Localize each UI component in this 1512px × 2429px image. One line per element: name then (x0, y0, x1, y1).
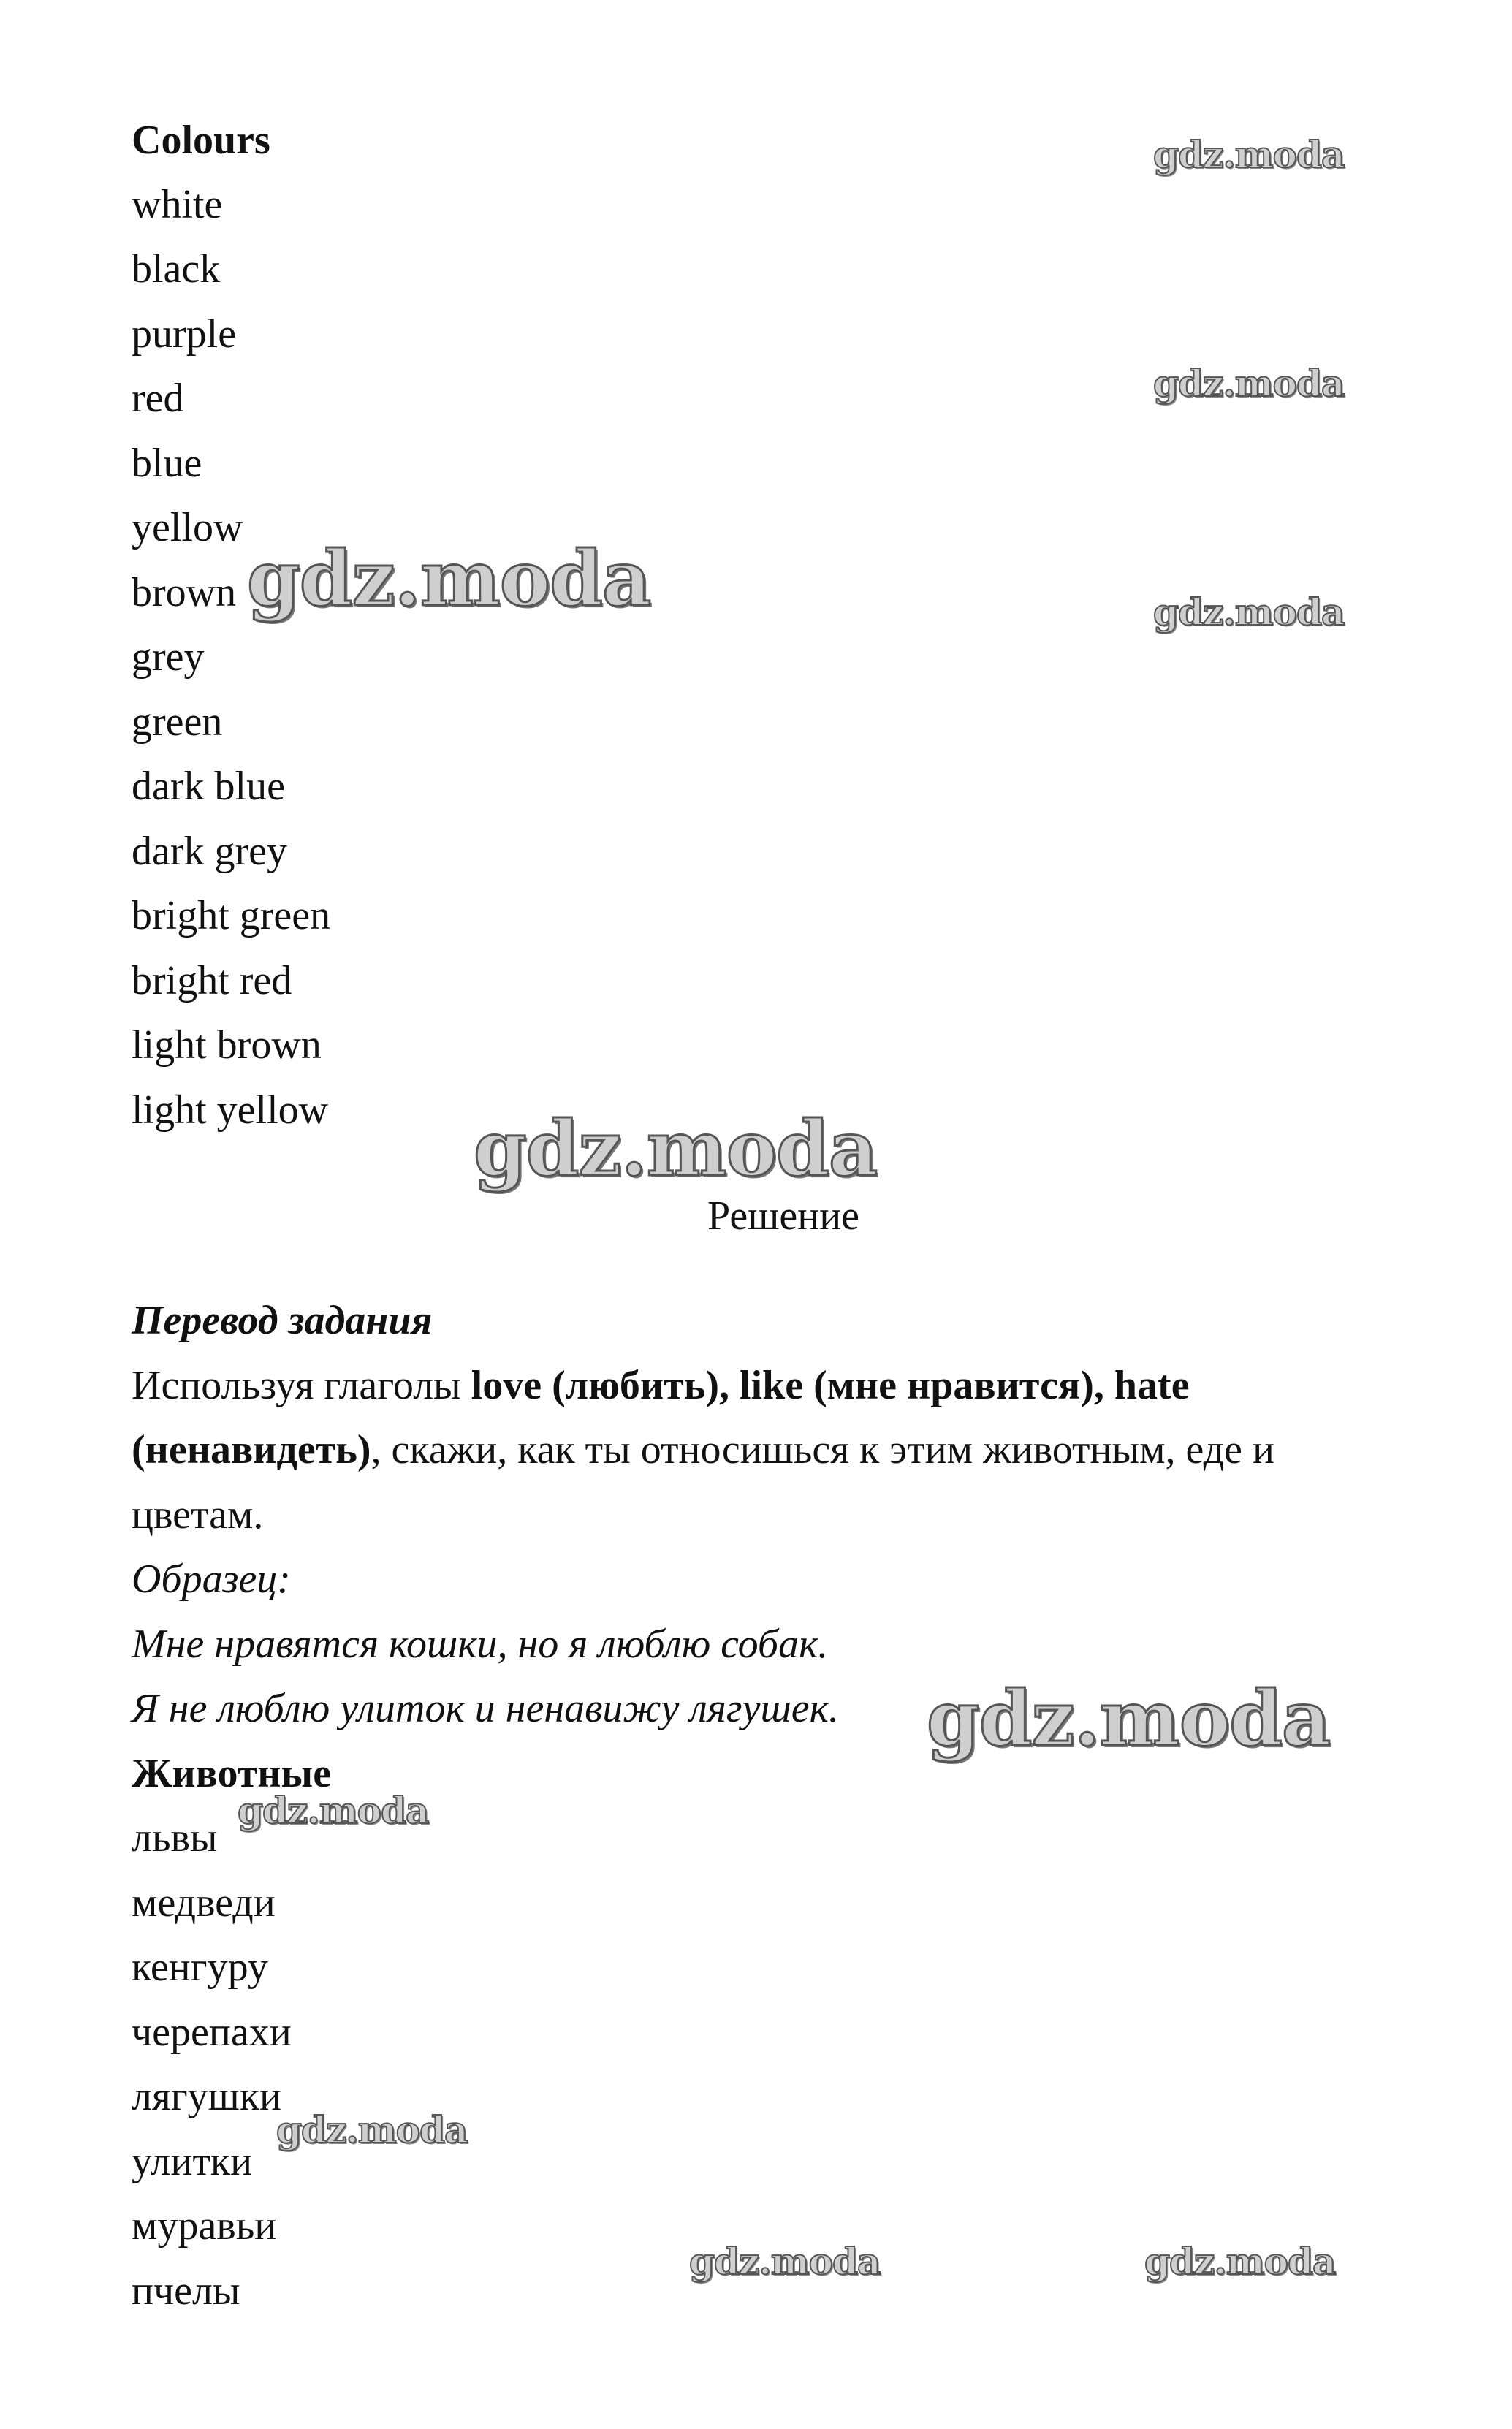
colour-item: dark grey (132, 829, 288, 874)
task-verb-hate: (ненавидеть) (132, 1427, 371, 1472)
colour-item: black (132, 246, 221, 292)
colour-item: bright green (132, 893, 331, 938)
watermark: gdz.moda (1153, 133, 1345, 176)
task-text-line-2 (132, 1425, 1274, 1475)
colour-item: bright red (132, 958, 292, 1003)
animal-item: медведи (132, 1880, 276, 1926)
colour-item: white (132, 182, 223, 227)
colour-item: grey (132, 634, 205, 680)
animals-title: Животные (132, 1751, 332, 1796)
colour-item: green (132, 699, 223, 745)
watermark: gdz.moda (276, 2108, 468, 2151)
animal-item: лягушки (132, 2074, 281, 2119)
task-text-line-1 (132, 1361, 1190, 1410)
task-text: , скажи, как ты относишься к этим животным, еде и (371, 1427, 1274, 1472)
task-text: Используя глаголы (132, 1363, 471, 1408)
task-text-line-3: цветам. (132, 1492, 264, 1537)
solution-label: Решение (707, 1193, 860, 1239)
watermark: gdz.moda (927, 1673, 1331, 1763)
animal-item: пчелы (132, 2268, 240, 2314)
watermark: gdz.moda (247, 533, 651, 623)
colour-item: yellow (132, 505, 243, 550)
example-line: Мне нравятся кошки, но я люблю собак. (132, 1622, 829, 1667)
watermark: gdz.moda (474, 1103, 878, 1193)
watermark: gdz.moda (1153, 590, 1345, 634)
example-label: Образец: (132, 1556, 291, 1602)
task-verbs: love (любить), like (мне нравится), hate (471, 1363, 1190, 1408)
watermark: gdz.moda (689, 2240, 881, 2283)
animal-item: кенгуру (132, 1945, 268, 1990)
colours-title: Colours (132, 118, 270, 163)
animal-item: львы (132, 1815, 218, 1860)
colour-item: brown (132, 570, 237, 615)
translation-title: Перевод задания (132, 1298, 433, 1343)
animal-item: улитки (132, 2139, 253, 2184)
colour-item: light yellow (132, 1087, 329, 1133)
colour-item: dark blue (132, 764, 285, 809)
watermark: gdz.moda (1153, 362, 1345, 405)
colour-item: purple (132, 311, 237, 357)
example-line: Я не люблю улиток и ненавижу лягушек. (132, 1686, 839, 1731)
animal-item: черепахи (132, 2010, 292, 2055)
animal-item: муравьи (132, 2203, 277, 2249)
watermark: gdz.moda (238, 1789, 429, 1832)
colour-item: blue (132, 441, 202, 486)
watermark: gdz.moda (1144, 2240, 1336, 2283)
colour-item: red (132, 376, 184, 421)
colour-item: light brown (132, 1022, 322, 1068)
